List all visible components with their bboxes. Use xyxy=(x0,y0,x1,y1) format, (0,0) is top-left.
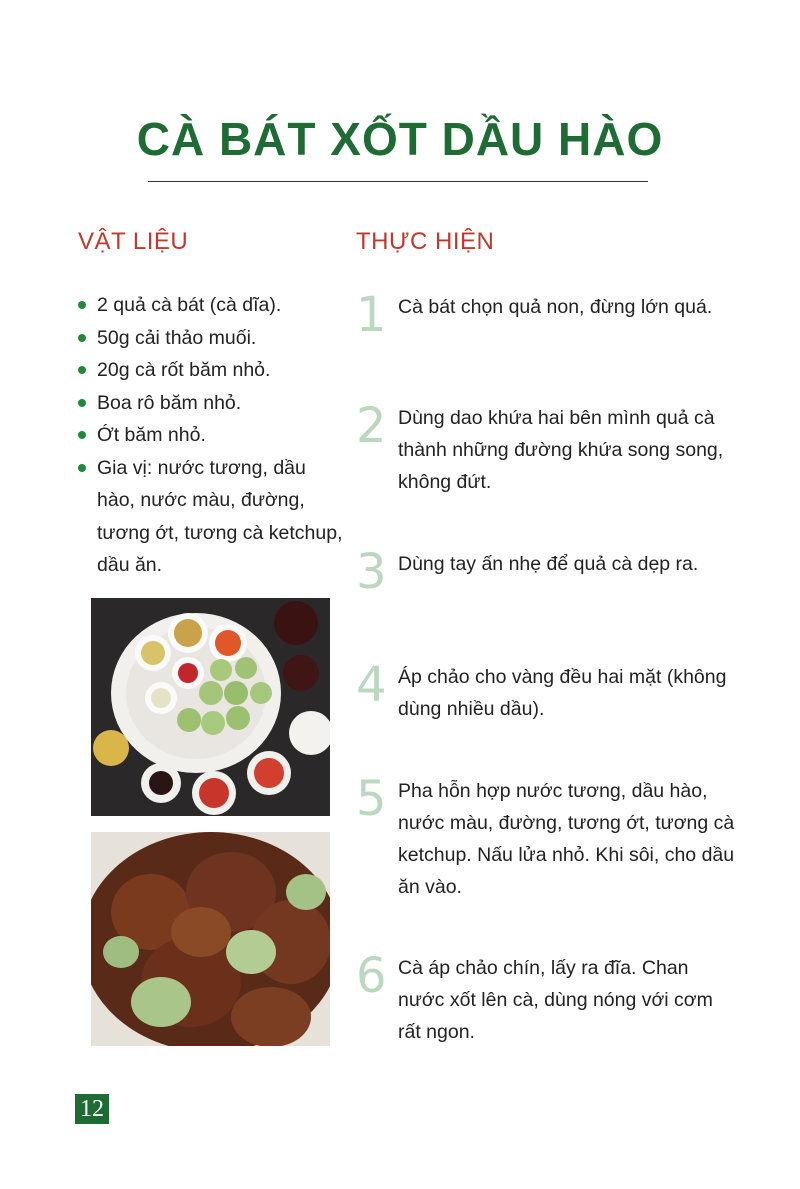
ingredient-text: 20g cà rốt băm nhỏ. xyxy=(97,359,271,381)
step-number: 3 xyxy=(356,544,387,600)
ingredient-list xyxy=(78,289,348,582)
recipe-title: CÀ BÁT XỐT DẦU HÀO xyxy=(136,113,664,165)
bullet-icon xyxy=(78,464,86,472)
step-text: Pha hỗn hợp nước tương, dầu hào, nước màu, đường, tương ớt, tương cà ketchup. Nấu lửa nhỏ. Khi sôi, cho dầu ăn vào. xyxy=(398,780,735,898)
finished-dish-photo xyxy=(91,832,330,1046)
page-number: 12 xyxy=(75,1094,109,1124)
step-number: 2 xyxy=(356,398,387,454)
method-steps xyxy=(356,0,756,1189)
bullet-icon xyxy=(78,334,86,342)
step-number: 4 xyxy=(356,657,387,713)
ingredient-item xyxy=(78,419,348,452)
ingredient-text: 50g cải thảo muối. xyxy=(97,326,257,349)
bullet-icon xyxy=(78,366,86,374)
step-number: 5 xyxy=(356,771,387,827)
ingredient-item xyxy=(78,387,348,420)
bullet-icon xyxy=(78,301,86,309)
ingredient-text: Boa rô băm nhỏ. xyxy=(97,391,242,414)
step-text: Cà bát chọn quả non, đừng lớn quá. xyxy=(398,296,713,318)
ingredient-text: Gia vị: nước tương, dầu hào, nước màu, đường, tương ớt, tương cà ketchup, dầu ăn. xyxy=(97,456,343,576)
ingredients-heading: VẬT LIỆU xyxy=(78,228,189,255)
ingredients-photo xyxy=(91,598,330,816)
ingredient-text: Ớt băm nhỏ. xyxy=(97,424,206,446)
bullet-icon xyxy=(78,431,86,439)
ingredient-item xyxy=(78,452,348,582)
ingredient-item xyxy=(78,322,348,355)
ingredient-text: 2 quả cà bát (cà dĩa). xyxy=(97,294,282,316)
step-number: 6 xyxy=(356,948,387,1004)
ingredient-item xyxy=(78,354,348,387)
ingredient-item xyxy=(78,289,348,322)
step-text: Áp chảo cho vàng đều hai mặt (không dùng nhiều dầu). xyxy=(398,666,727,720)
step-text: Dùng tay ấn nhẹ để quả cà dẹp ra. xyxy=(398,553,699,575)
method-heading: THỰC HIỆN xyxy=(356,228,495,255)
bullet-icon xyxy=(78,399,86,407)
step-text: Dùng dao khứa hai bên mình quả cà thành những đường khứa song song, không đứt. xyxy=(398,407,724,493)
step-text: Cà áp chảo chín, lấy ra đĩa. Chan nước xốt lên cà, dùng nóng với cơm rất ngon. xyxy=(398,957,713,1043)
step-number: 1 xyxy=(356,287,387,343)
